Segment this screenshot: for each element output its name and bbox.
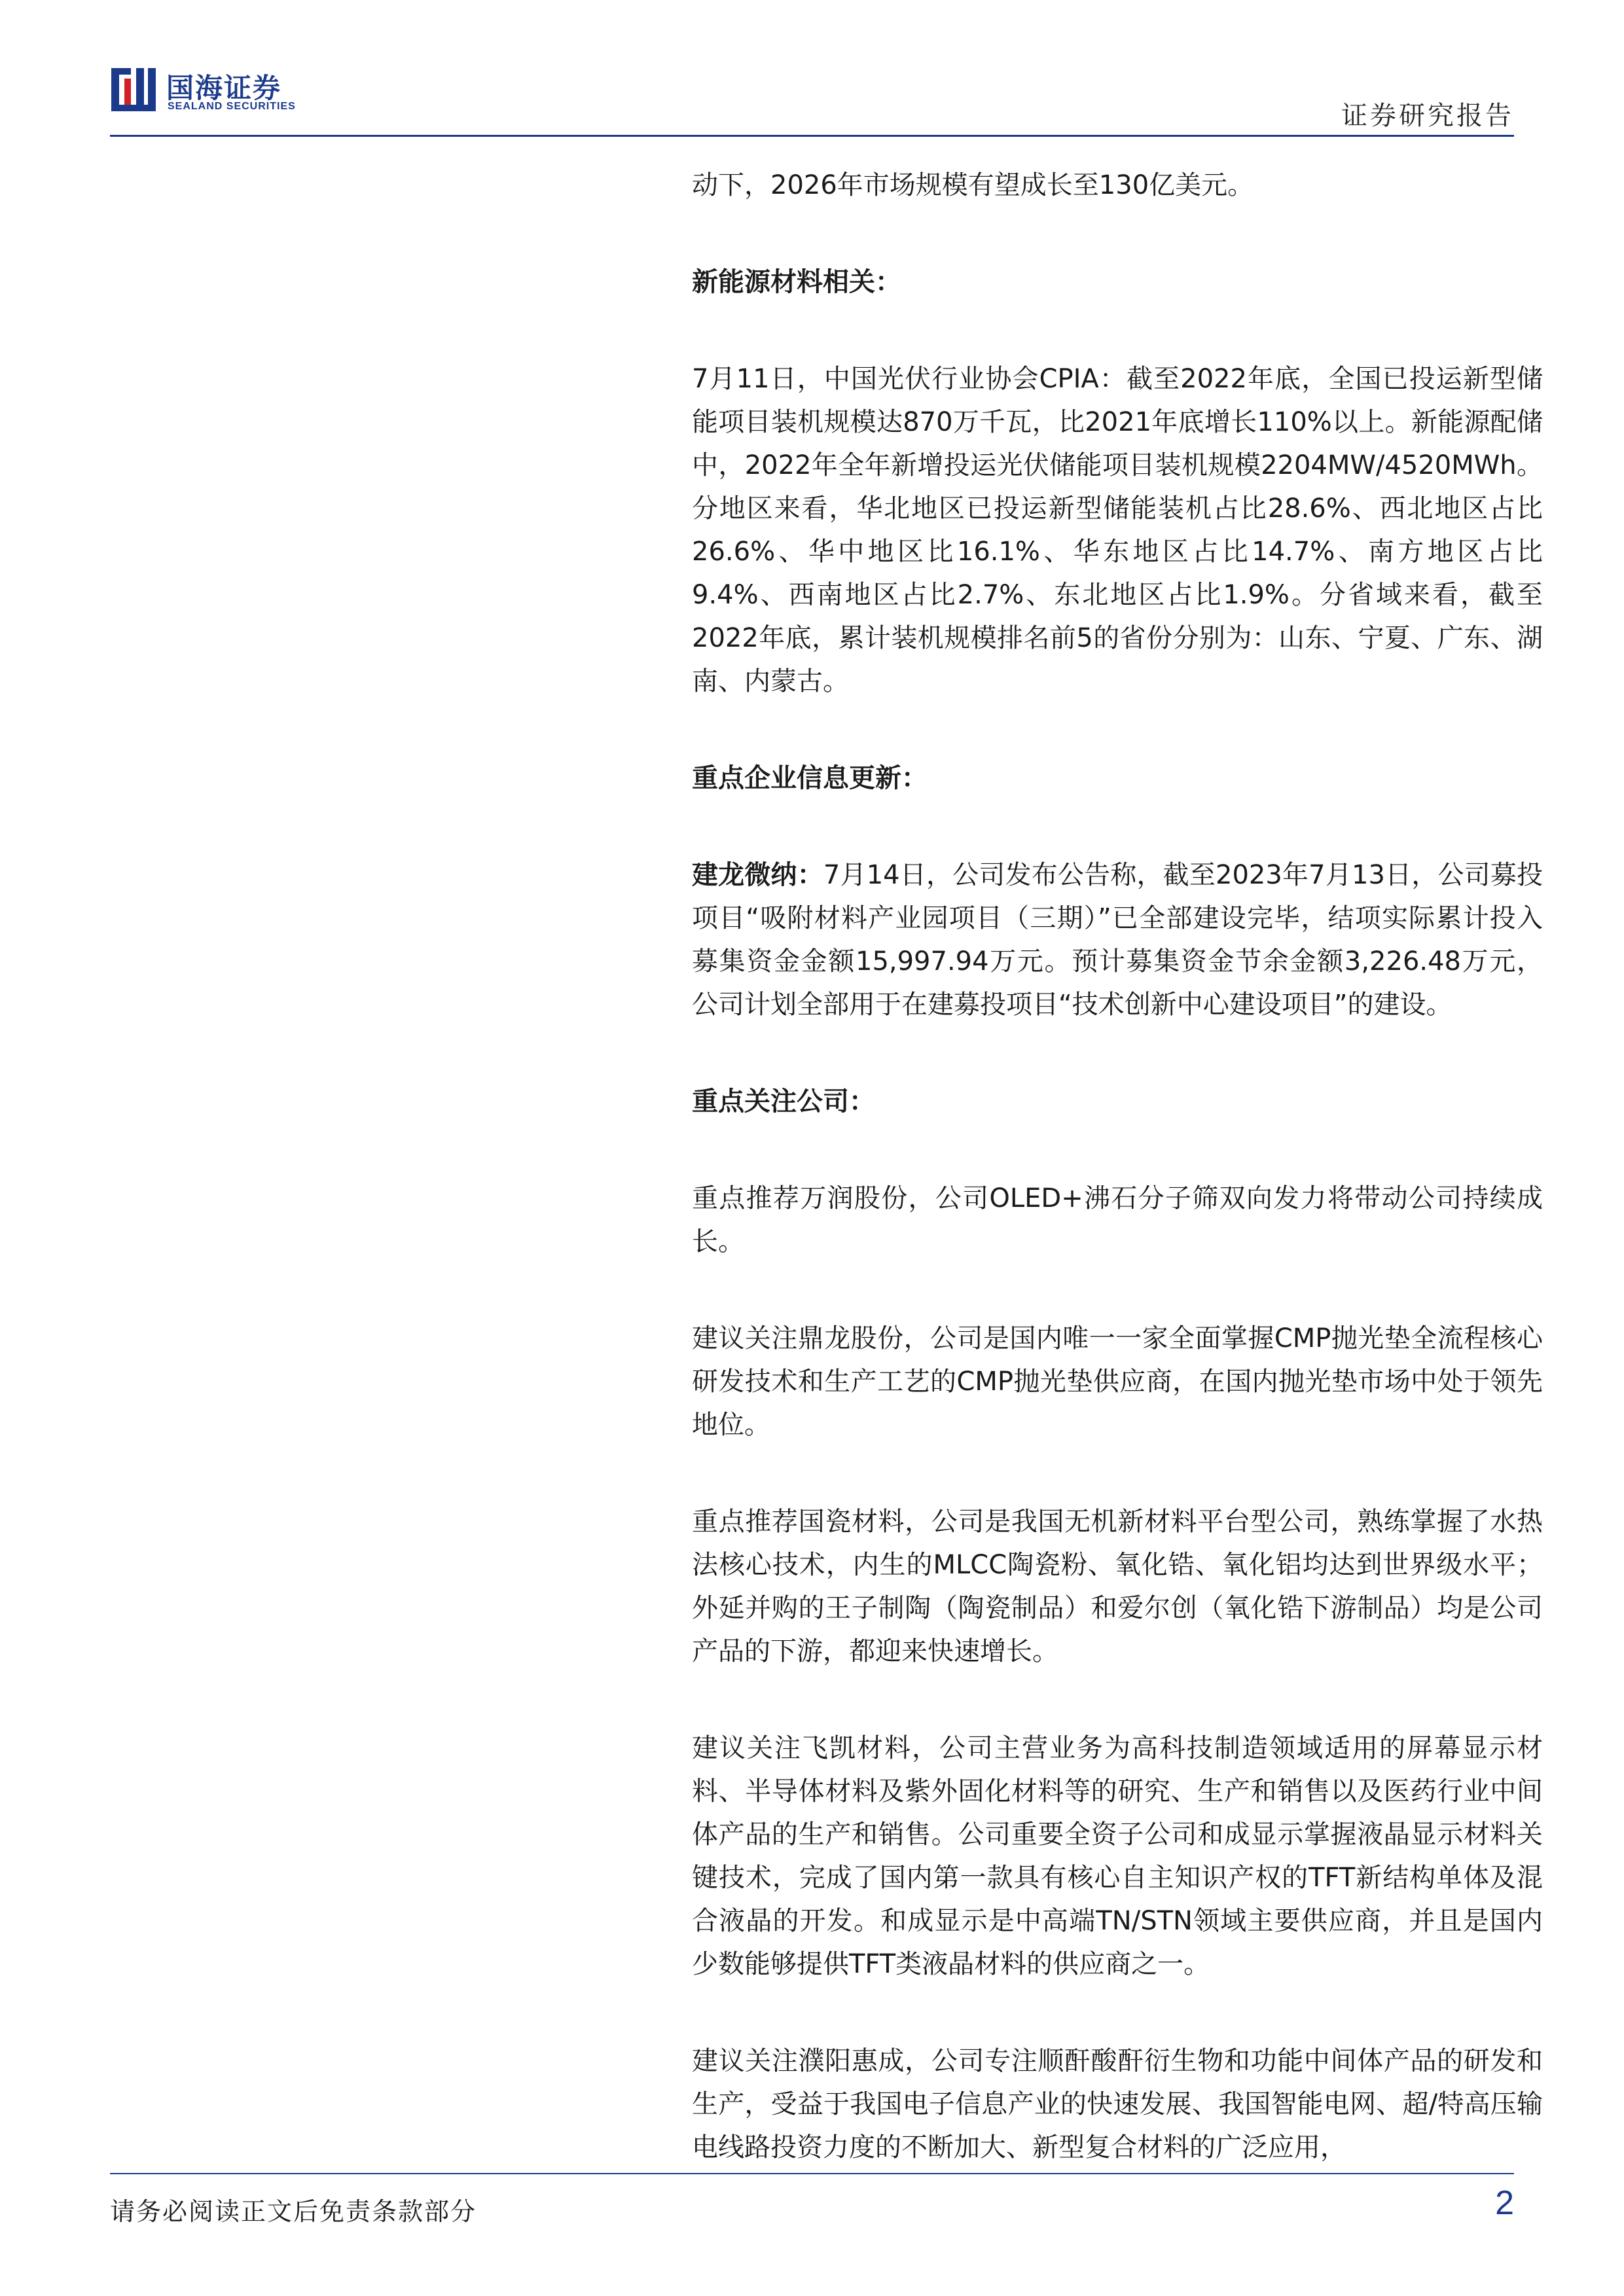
footer-divider (110, 2173, 1514, 2174)
logo-english-name: SEALAND SECURITIES (168, 101, 296, 112)
paragraph-dinglong: 建议关注鼎龙股份，公司是国内唯一一家全面掌握CMP抛光垫全流程核心研发技术和生产工艺的CMP抛光垫供应商，在国内抛光垫市场中处于领先地位。 (692, 1323, 1543, 1440)
paragraph-cpia-storage: 7月11日，中国光伏行业协会CPIA：截至2022年底，全国已投运新型储能项目装机规模达870万千瓦，比2021年底增长110%以上。新能源配储中，2022年全年新增投运光伏储能项目装机规模2204MW/4520MWh。分地区来看，华北地区已投运新型储能装机占比28.6%、西北地区占比26.6%、华中地区比16.1%、华东地区占比14.7%、南方地区占比9.4%、西南地区占比2.7%、东北地区占比1.9%。分省域来看，截至2022年底，累计装机规模排名前5的省份分别为：山东、宁夏、广东、湖南、内蒙古。 (692, 364, 1543, 696)
paragraph-feikai: 建议关注飞凯材料，公司主营业务为高科技制造领域适用的屏幕显示材料、半导体材料及紫外固化材料等的研究、生产和销售以及医药行业中间体产品的生产和销售。公司重要全资子公司和成显示掌握液晶显示材料关键技术，完成了国内第一款具有核心自主知识产权的TFT新结构单体及混合液晶的开发。和成显示是中高端TN/STN领域主要供应商，并且是国内少数能够提供TFT类液晶材料的供应商之一。 (692, 1733, 1543, 1979)
page-number: 2 (1495, 2184, 1514, 2222)
paragraph-guoci: 重点推荐国瓷材料，公司是我国无机新材料平台型公司，熟练掌握了水热法核心技术，内生的MLCC陶瓷粉、氧化锆、氧化铝均达到世界级水平；外延并购的王子制陶（陶瓷制品）和爱尔创（氧化锆下游制品）均是公司产品的下游，都迎来快速增长。 (692, 1507, 1543, 1666)
paragraph-wanrun: 重点推荐万润股份，公司OLED+沸石分子筛双向发力将带动公司持续成长。 (692, 1183, 1543, 1257)
report-body (692, 164, 1543, 2223)
report-type-label: 证券研究报告 (1341, 101, 1514, 131)
heading-focus-companies: 重点关注公司： (692, 1086, 875, 1117)
paragraph-jianlong-weina (692, 853, 1543, 1026)
sealand-logo-icon (110, 65, 158, 114)
paragraph-market-size: 动下，2026年市场规模有望成长至130亿美元。 (692, 170, 1254, 200)
paragraph-jianlong-text: 7月14日，公司发布公告称，截至2023年7月13日，公司募投项目“吸附材料产业园项目（三期）”已全部建设完毕，结项实际累计投入募集资金金额15,997.94万元。预计募集资金节余金额3,226.48万元，公司计划全部用于在建募投项目“技术创新中心建设项目”的建设。 (692, 860, 1543, 1020)
company-name-lead: 建龙微纳： (692, 860, 823, 890)
heading-new-energy-materials: 新能源材料相关： (692, 267, 901, 297)
logo-chinese-name: 国海证券 (166, 72, 282, 104)
heading-company-updates: 重点企业信息更新： (692, 763, 928, 793)
paragraph-puyang-huicheng: 建议关注濮阳惠成，公司专注顺酐酸酐衍生物和功能中间体产品的研发和生产，受益于我国电子信息产业的快速发展、我国智能电网、超/特高压输电线路投资力度的不断加大、新型复合材料的广泛应用， (692, 2046, 1543, 2162)
header-divider (110, 135, 1514, 137)
disclaimer-note: 请务必阅读正文后免责条款部分 (110, 2197, 477, 2226)
